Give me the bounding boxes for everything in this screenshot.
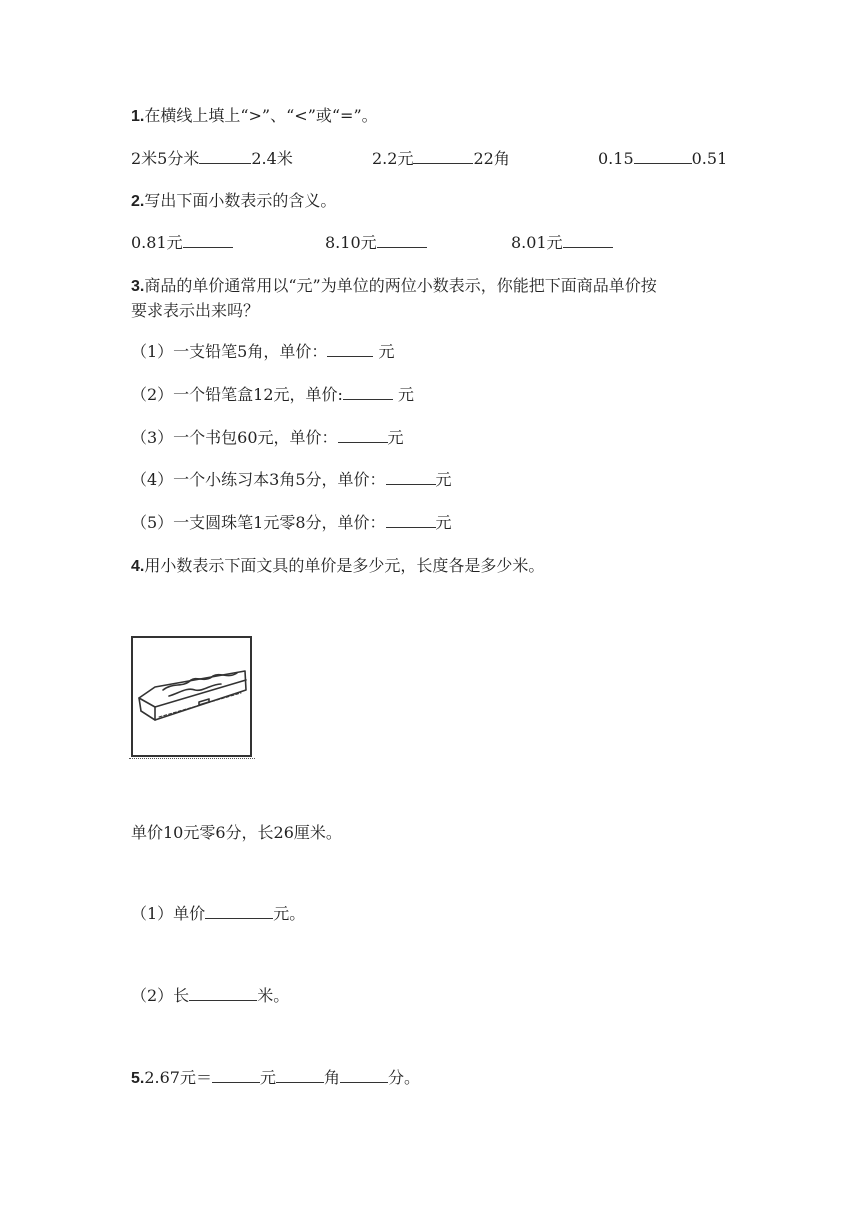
question-5 — [131, 1068, 420, 1089]
answer-blank[interactable] — [199, 149, 251, 164]
caption-text: 单价10元零6分，长26厘米。 — [131, 823, 342, 842]
item-left: 0.15 — [598, 149, 634, 168]
pencil-case-image — [131, 636, 252, 757]
pencil-case-icon — [133, 638, 250, 755]
answer-blank[interactable] — [386, 513, 436, 528]
question-1-item-1 — [131, 149, 293, 169]
answer-blank[interactable] — [563, 233, 613, 248]
item-suffix: 元 — [435, 470, 452, 489]
item-value: 8.10元 — [325, 233, 377, 252]
question-4-sub-2 — [131, 986, 289, 1006]
answer-blank[interactable] — [386, 470, 436, 485]
answer-blank[interactable] — [183, 233, 233, 248]
item-suffix: 元 — [398, 385, 415, 404]
question-number: 2. — [131, 193, 145, 210]
unit-jiao: 角 — [324, 1068, 341, 1087]
item-right: 22角 — [473, 149, 510, 168]
unit-fen: 分。 — [388, 1068, 421, 1087]
item-value: 8.01元 — [511, 233, 563, 252]
answer-blank[interactable] — [189, 986, 257, 1001]
item-prefix: （3）一个书包60元，单价： — [131, 428, 338, 447]
question-1-item-3 — [598, 149, 727, 169]
item-left: 2米5分米 — [131, 149, 200, 168]
question-3-item-2 — [131, 385, 414, 405]
question-number: 3. — [131, 278, 145, 295]
question-3-title — [131, 276, 657, 297]
item-value: 0.81元 — [131, 233, 183, 252]
item-prefix: （1）单价 — [131, 904, 206, 923]
question-text: 用小数表示下面文具的单价是多少元，长度各是多少米。 — [144, 556, 545, 575]
question-number: 1. — [131, 108, 145, 125]
question-text: 要求表示出来吗？ — [131, 301, 260, 320]
answer-blank[interactable] — [413, 149, 473, 164]
question-number: 4. — [131, 558, 145, 575]
item-right: 0.51 — [691, 149, 728, 168]
item-prefix: （2）一个铅笔盒12元，单价: — [131, 385, 343, 404]
answer-blank[interactable] — [377, 233, 427, 248]
item-prefix: （5）一支圆珠笔1元零8分，单价： — [131, 513, 386, 532]
item-suffix: 元。 — [273, 904, 306, 923]
item-suffix: 米。 — [257, 986, 290, 1005]
question-4-title — [131, 556, 544, 577]
answer-blank-fen[interactable] — [340, 1068, 388, 1083]
item-left: 2.2元 — [372, 149, 414, 168]
question-2-title — [131, 191, 336, 212]
question-3-item-3 — [131, 428, 404, 448]
question-1-item-2 — [372, 149, 510, 169]
item-suffix: 元 — [435, 513, 452, 532]
item-suffix: 元 — [378, 342, 395, 361]
answer-blank-jiao[interactable] — [276, 1068, 324, 1083]
question-3-item-4 — [131, 470, 452, 490]
answer-blank[interactable] — [634, 149, 692, 164]
question-text: 在横线上填上“>”、“<”或“=”。 — [144, 106, 378, 125]
question-2-item-2 — [325, 233, 427, 253]
question-number: 5. — [131, 1070, 145, 1087]
question-3-title-cont — [131, 301, 259, 321]
answer-blank[interactable] — [327, 342, 373, 357]
image-underline — [129, 758, 255, 759]
question-2-item-3 — [511, 233, 613, 253]
item-prefix: （1）一支铅笔5角，单价： — [131, 342, 328, 361]
question-text: 商品的单价通常用以“元”为单位的两位小数表示，你能把下面商品单价按 — [144, 276, 657, 295]
item-prefix: 2.67元＝ — [144, 1068, 212, 1087]
answer-blank[interactable] — [338, 428, 388, 443]
question-3-item-5 — [131, 513, 452, 533]
answer-blank[interactable] — [205, 904, 273, 919]
item-prefix: （2）长 — [131, 986, 190, 1005]
answer-blank-yuan[interactable] — [212, 1068, 260, 1083]
question-4-caption — [131, 823, 342, 843]
question-3-item-1 — [131, 342, 394, 362]
question-1-title — [131, 106, 378, 127]
item-suffix: 元 — [387, 428, 404, 447]
item-prefix: （4）一个小练习本3角5分，单价： — [131, 470, 386, 489]
item-right: 2.4米 — [251, 149, 293, 168]
unit-yuan: 元 — [259, 1068, 276, 1087]
question-text: 写出下面小数表示的含义。 — [144, 191, 337, 210]
question-4-sub-1 — [131, 904, 305, 924]
answer-blank[interactable] — [343, 385, 393, 400]
question-2-item-1 — [131, 233, 233, 253]
